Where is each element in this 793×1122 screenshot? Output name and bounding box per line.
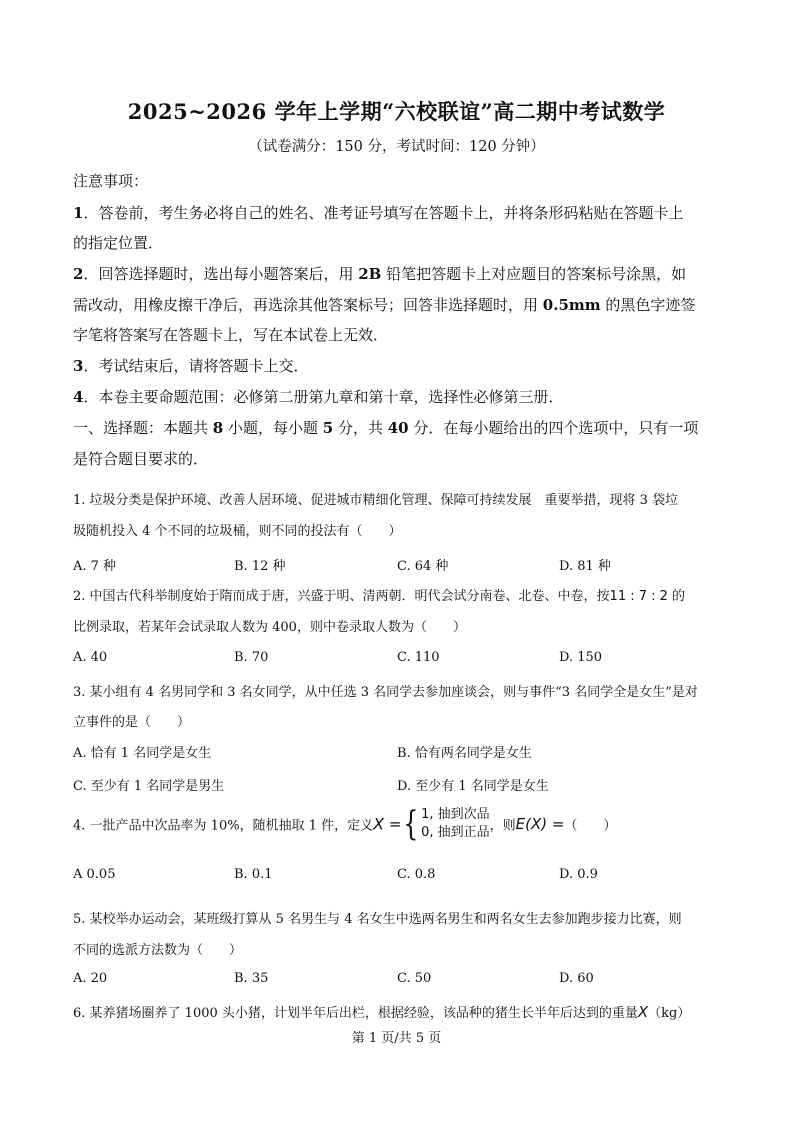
q3-option-a: A. 恰有 1 名同学是女生	[73, 746, 212, 761]
q4-option-d: D. 0.9	[559, 867, 598, 882]
q5-option-b: B. 35	[234, 971, 269, 986]
q5-option-d: D. 60	[559, 971, 594, 986]
question-4: 4. 一批产品中次品率为 10%，随机抽取 1 件，定义X ={ 1, 抽到次品 0, 抽到正品 ，则E(X) =（ ）	[73, 804, 617, 844]
q4-option-b: B. 0.1	[234, 867, 273, 882]
notice-item-1-cont: 的指定位置．	[73, 234, 164, 252]
piecewise-cases: 1, 抽到次品 0, 抽到正品	[421, 807, 490, 840]
question-3-cont: 立事件的是（ ）	[73, 715, 191, 730]
notice-item-2-cont: 需改动，用橡皮擦干净后，再选涂其他答案标号；回答非选择题时，用 0.5mm 的黑色字迹签	[73, 296, 696, 314]
section-heading: 一、选择题：本题共 8 小题，每小题 5 分，共 40 分．在每小题给出的四个选项中，只有一项	[73, 419, 699, 437]
notice-heading: 注意事项：	[73, 172, 149, 190]
question-3: 3. 某小组有 4 名男同学和 3 名女同学，从中任选 3 名同学去参加座谈会，则与事件“3 名同学全是女生”是对	[73, 685, 698, 700]
q1-option-b: B. 12 种	[234, 559, 286, 574]
notice-item-2-cont2: 字笔将答案写在答题卡上，写在本试卷上无效．	[73, 326, 389, 344]
q2-option-a: A. 40	[73, 650, 108, 665]
q5-option-a: A. 20	[73, 971, 108, 986]
q4-option-c: C. 0.8	[397, 867, 436, 882]
q1-option-d: D. 81 种	[559, 559, 611, 574]
notice-item-4: 4．本卷主要命题范围：必修第二册第九章和第十章，选择性必修第三册．	[73, 388, 564, 406]
question-6: 6. 某养猪场圈养了 1000 头小猪，计划半年后出栏，根据经验，该品种的猪生长半年后达到的重量X（kg）	[73, 1003, 691, 1021]
q3-option-d: D. 至少有 1 名同学是女生	[397, 779, 549, 794]
q3-option-b: B. 恰有两名同学是女生	[397, 746, 532, 761]
question-2: 2. 中国古代科举制度始于隋而成于唐，兴盛于明、清两朝．明代会试分南卷、北卷、中卷，按11 : 7 : 2 的	[73, 589, 686, 604]
q3-option-c: C. 至少有 1 名同学是男生	[73, 779, 225, 794]
exam-info: （试卷满分：150 分，考试时间：120 分钟）	[248, 139, 545, 155]
question-5-cont: 不同的选派方法数为（ ）	[73, 943, 243, 958]
notice-item-1: 1．答卷前，考生务必将自己的姓名、准考证号填写在答题卡上，并将条形码粘贴在答题卡上	[73, 204, 684, 222]
notice-item-3: 3．考试结束后，请将答题卡上交．	[73, 357, 309, 375]
q1-option-a: A. 7 种	[73, 559, 117, 574]
q5-option-c: C. 50	[397, 971, 432, 986]
question-2-cont: 比例录取，若某年会试录取人数为 400，则中卷录取人数为（ ）	[73, 620, 466, 635]
q2-option-d: D. 150	[559, 650, 603, 665]
question-1-cont: 圾随机投入 4 个不同的垃圾桶，则不同的投法有（ ）	[73, 524, 402, 539]
question-1: 1. 垃圾分类是保护环境、改善人居环境、促进城市精细化管理、保障可持续发展 重要举措，现将 3 袋垃	[73, 493, 679, 508]
page-number: 第 1 页/共 5 页	[351, 1031, 442, 1046]
q1-option-c: C. 64 种	[397, 559, 449, 574]
question-5: 5. 某校举办运动会，某班级打算从 5 名男生与 4 名女生中选两名男生和两名女生去参加跑步接力比赛，则	[73, 912, 682, 927]
section-heading-cont: 是符合题目要求的．	[73, 450, 209, 468]
page-title: 2025~2026 学年上学期“六校联谊”高二期中考试数学	[127, 99, 666, 124]
brace-symbol: {	[403, 804, 419, 844]
q4-option-a: A 0.05	[73, 867, 116, 882]
q2-option-c: C. 110	[397, 650, 440, 665]
notice-item-2: 2．回答选择题时，选出每小题答案后，用 2B 铅笔把答题卡上对应题目的答案标号涂黑，如	[73, 265, 687, 283]
q2-option-b: B. 70	[234, 650, 269, 665]
